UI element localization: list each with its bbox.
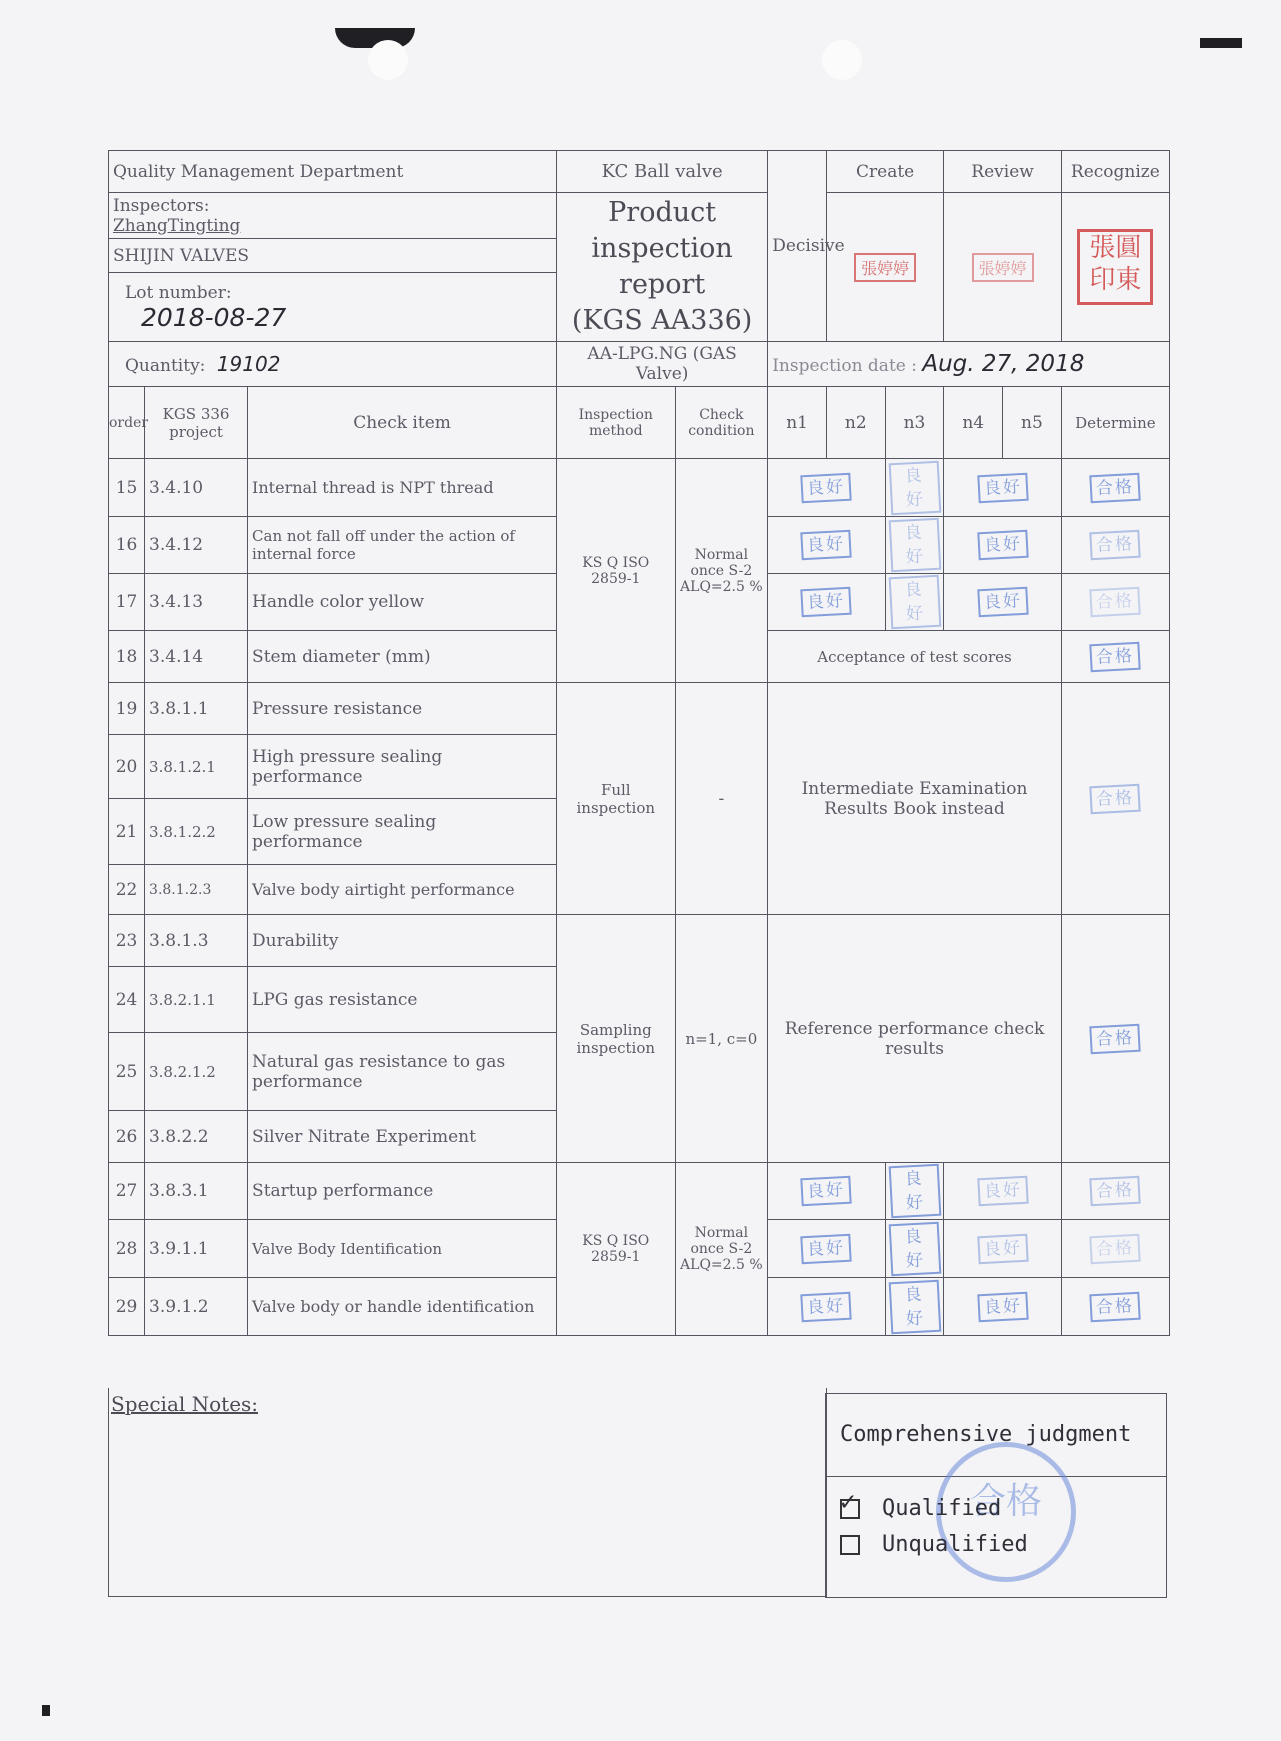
punch-hole <box>822 40 862 80</box>
create-stamp: 張婷婷 <box>854 253 916 282</box>
department-label: Quality Management Department <box>109 151 557 193</box>
good-stamp: 良好 <box>801 587 852 618</box>
quantity-cell <box>109 342 557 387</box>
row-determine <box>1061 574 1169 631</box>
col-project: KGS 336 project <box>145 387 248 459</box>
good-stamp: 良好 <box>801 1176 852 1207</box>
row-project: 3.9.1.2 <box>145 1278 248 1336</box>
pass-stamp: 合格 <box>1090 530 1141 561</box>
row-result-n4-n5 <box>944 1220 1061 1278</box>
row-order: 27 <box>109 1163 145 1220</box>
quantity-value: 19102 <box>216 352 281 376</box>
review-stamp: 張婷婷 <box>972 253 1034 282</box>
company-name: SHIJIN VALVES <box>109 239 557 273</box>
group4-method: KS Q ISO 2859-1 <box>557 1163 675 1336</box>
good-stamp: 良好 <box>977 587 1028 618</box>
row-check-item: Stem diameter (mm) <box>248 631 557 683</box>
col-determine: Determine <box>1061 387 1169 459</box>
row-determine <box>1061 1220 1169 1278</box>
good-stamp: 良好 <box>888 575 940 630</box>
row-order: 16 <box>109 517 145 574</box>
row-result-n4-n5 <box>944 1278 1061 1336</box>
col-n5: n5 <box>1003 387 1062 459</box>
row-order: 29 <box>109 1278 145 1336</box>
col-check-item: Check item <box>248 387 557 459</box>
group1-method: KS Q ISO 2859-1 <box>557 459 675 683</box>
pass-stamp: 合格 <box>1090 783 1141 814</box>
good-stamp: 良好 <box>977 472 1028 503</box>
row-order: 19 <box>109 683 145 735</box>
row-check-item: Durability <box>248 915 557 967</box>
lot-label: Lot number: <box>125 282 232 303</box>
row-project: 3.8.1.3 <box>145 915 248 967</box>
pass-stamp: 合格 <box>1090 641 1141 672</box>
special-notes-box <box>108 1388 827 1597</box>
unqualified-option <box>840 1532 1028 1557</box>
row-order: 20 <box>109 735 145 799</box>
product-name: KC Ball valve <box>557 151 768 193</box>
row-check-item: Natural gas resistance to gas performance <box>248 1033 557 1111</box>
row-check-item: Startup performance <box>248 1163 557 1220</box>
row-order: 23 <box>109 915 145 967</box>
col-condition: Check condition <box>675 387 768 459</box>
scan-artifact <box>1200 38 1242 48</box>
inspection-date-value: Aug. 27, 2018 <box>922 351 1085 377</box>
row-project: 3.4.10 <box>145 459 248 517</box>
decisive-label: Decisive <box>768 151 827 342</box>
row-project: 3.4.13 <box>145 574 248 631</box>
report-title-line2: inspection <box>591 233 733 264</box>
row-check-item: LPG gas resistance <box>248 967 557 1033</box>
row-result-n1-n2 <box>768 517 885 574</box>
row-determine <box>1061 517 1169 574</box>
col-n2: n2 <box>826 387 885 459</box>
row-result-n3 <box>885 1220 944 1278</box>
row-order: 22 <box>109 865 145 915</box>
qualified-option <box>840 1487 1002 1521</box>
table-row <box>109 683 1170 735</box>
row-result-n4-n5 <box>944 574 1061 631</box>
inspectors-cell <box>109 193 557 239</box>
col-n1: n1 <box>768 387 827 459</box>
qualified-seal: 合格 <box>936 1442 1076 1582</box>
row-check-item: Silver Nitrate Experiment <box>248 1111 557 1163</box>
good-stamp: 良好 <box>888 1279 940 1334</box>
row-project: 3.4.14 <box>145 631 248 683</box>
row-check-item: Valve body airtight performance <box>248 865 557 915</box>
row-project: 3.8.3.1 <box>145 1163 248 1220</box>
recognize-header: Recognize <box>1061 151 1169 193</box>
row-determine <box>1061 1163 1169 1220</box>
punch-hole <box>368 40 408 80</box>
row-determine <box>1061 459 1169 517</box>
inspectors-label: Inspectors: <box>113 195 210 216</box>
row-check-item: Pressure resistance <box>248 683 557 735</box>
unqualified-checkbox <box>840 1535 860 1555</box>
row-project: 3.8.2.2 <box>145 1111 248 1163</box>
quantity-label: Quantity: <box>125 356 206 376</box>
row-project: 3.8.1.2.3 <box>145 865 248 915</box>
row-result-n1-n2 <box>768 1220 885 1278</box>
comprehensive-judgment-box <box>825 1393 1167 1598</box>
create-header: Create <box>826 151 943 193</box>
table-row <box>109 1163 1170 1220</box>
group2-result: Intermediate Examination Results Book instead <box>768 683 1062 915</box>
pass-stamp: 合格 <box>1090 1291 1141 1322</box>
group1-acceptance: Acceptance of test scores <box>768 631 1062 683</box>
recognize-seal: 張圓印東 <box>1077 229 1153 305</box>
good-stamp: 良好 <box>801 1291 852 1322</box>
report-title-line1: Product <box>608 197 717 228</box>
row-determine <box>1061 1278 1169 1336</box>
create-signature <box>826 193 943 342</box>
pass-stamp: 合格 <box>1090 1023 1141 1054</box>
col-order: order <box>109 387 145 459</box>
group3-method: Sampling inspection <box>557 915 675 1163</box>
row-order: 26 <box>109 1111 145 1163</box>
good-stamp: 良好 <box>801 472 852 503</box>
col-n4: n4 <box>944 387 1003 459</box>
standard-note: AA-LPG.NG (GAS Valve) <box>557 342 768 387</box>
group2-method: Full inspection <box>557 683 675 915</box>
group1-condition: Normal once S-2 ALQ=2.5 % <box>675 459 768 683</box>
good-stamp: 良好 <box>977 530 1028 561</box>
good-stamp: 良好 <box>977 1233 1028 1264</box>
row-check-item: Handle color yellow <box>248 574 557 631</box>
row-check-item: High pressure sealing performance <box>248 735 557 799</box>
row-project: 3.8.2.1.2 <box>145 1033 248 1111</box>
row-result-n1-n2 <box>768 459 885 517</box>
row-check-item: Valve Body Identification <box>248 1220 557 1278</box>
row-result-n4-n5 <box>944 459 1061 517</box>
row-result-n3 <box>885 517 944 574</box>
row-result-n4-n5 <box>944 1163 1061 1220</box>
unqualified-label: Unqualified <box>882 1532 1028 1557</box>
check-icon: ✓ <box>840 1487 856 1517</box>
table-row <box>109 459 1170 517</box>
row-project: 3.8.2.1.1 <box>145 967 248 1033</box>
row-result-n1-n2 <box>768 1278 885 1336</box>
row-check-item: Low pressure sealing performance <box>248 799 557 865</box>
group4-condition: Normal once S-2 ALQ=2.5 % <box>675 1163 768 1336</box>
row-project: 3.8.1.1 <box>145 683 248 735</box>
qualified-label: Qualified <box>882 1496 1002 1521</box>
row-check-item: Internal thread is NPT thread <box>248 459 557 517</box>
row-project: 3.9.1.1 <box>145 1220 248 1278</box>
inspection-date-label: Inspection date : <box>772 356 917 376</box>
row-order: 24 <box>109 967 145 1033</box>
good-stamp: 良好 <box>977 1176 1028 1207</box>
report-title-line4: (KGS AA336) <box>571 305 753 336</box>
row-result-n1-n2 <box>768 574 885 631</box>
row-determine <box>1061 631 1169 683</box>
row-project: 3.8.1.2.1 <box>145 735 248 799</box>
report-title <box>557 193 768 342</box>
good-stamp: 良好 <box>888 518 940 573</box>
row-result-n3 <box>885 459 944 517</box>
inspection-report-form <box>108 150 1170 1336</box>
row-order: 21 <box>109 799 145 865</box>
row-order: 17 <box>109 574 145 631</box>
row-result-n1-n2 <box>768 1163 885 1220</box>
group2-determine <box>1061 683 1169 915</box>
qualified-checkbox <box>840 1487 860 1519</box>
review-header: Review <box>944 151 1061 193</box>
good-stamp: 良好 <box>888 1221 940 1276</box>
pass-stamp: 合格 <box>1090 1176 1141 1207</box>
row-result-n4-n5 <box>944 517 1061 574</box>
row-project: 3.4.12 <box>145 517 248 574</box>
comprehensive-judgment-title: Comprehensive judgment <box>826 1394 1166 1477</box>
recognize-signature <box>1061 193 1169 342</box>
group3-result: Reference performance check results <box>768 915 1062 1163</box>
row-check-item: Valve body or handle identification <box>248 1278 557 1336</box>
good-stamp: 良好 <box>888 460 940 515</box>
good-stamp: 良好 <box>801 530 852 561</box>
inspector-name: ZhangTingting <box>113 215 241 236</box>
row-order: 25 <box>109 1033 145 1111</box>
report-table <box>108 150 1170 1336</box>
row-result-n3 <box>885 1278 944 1336</box>
pass-stamp: 合格 <box>1090 472 1141 503</box>
row-order: 15 <box>109 459 145 517</box>
col-method: Inspection method <box>557 387 675 459</box>
review-signature <box>944 193 1061 342</box>
pass-stamp: 合格 <box>1090 587 1141 618</box>
group2-condition: - <box>675 683 768 915</box>
lot-cell <box>109 273 557 342</box>
row-project: 3.8.1.2.2 <box>145 799 248 865</box>
row-order: 18 <box>109 631 145 683</box>
row-check-item: Can not fall off under the action of internal force <box>248 517 557 574</box>
pass-stamp: 合格 <box>1090 1233 1141 1264</box>
group3-condition: n=1, c=0 <box>675 915 768 1163</box>
row-order: 28 <box>109 1220 145 1278</box>
col-n3: n3 <box>885 387 944 459</box>
row-result-n3 <box>885 574 944 631</box>
good-stamp: 良好 <box>801 1233 852 1264</box>
scan-artifact <box>42 1705 50 1716</box>
good-stamp: 良好 <box>888 1164 940 1219</box>
inspection-date-cell <box>768 342 1170 387</box>
table-row <box>109 915 1170 967</box>
good-stamp: 良好 <box>977 1291 1028 1322</box>
row-result-n3 <box>885 1163 944 1220</box>
group3-determine <box>1061 915 1169 1163</box>
report-title-line3: report <box>619 269 706 300</box>
lot-value: 2018-08-27 <box>141 302 287 332</box>
special-notes-label: Special Notes: <box>111 1392 259 1416</box>
